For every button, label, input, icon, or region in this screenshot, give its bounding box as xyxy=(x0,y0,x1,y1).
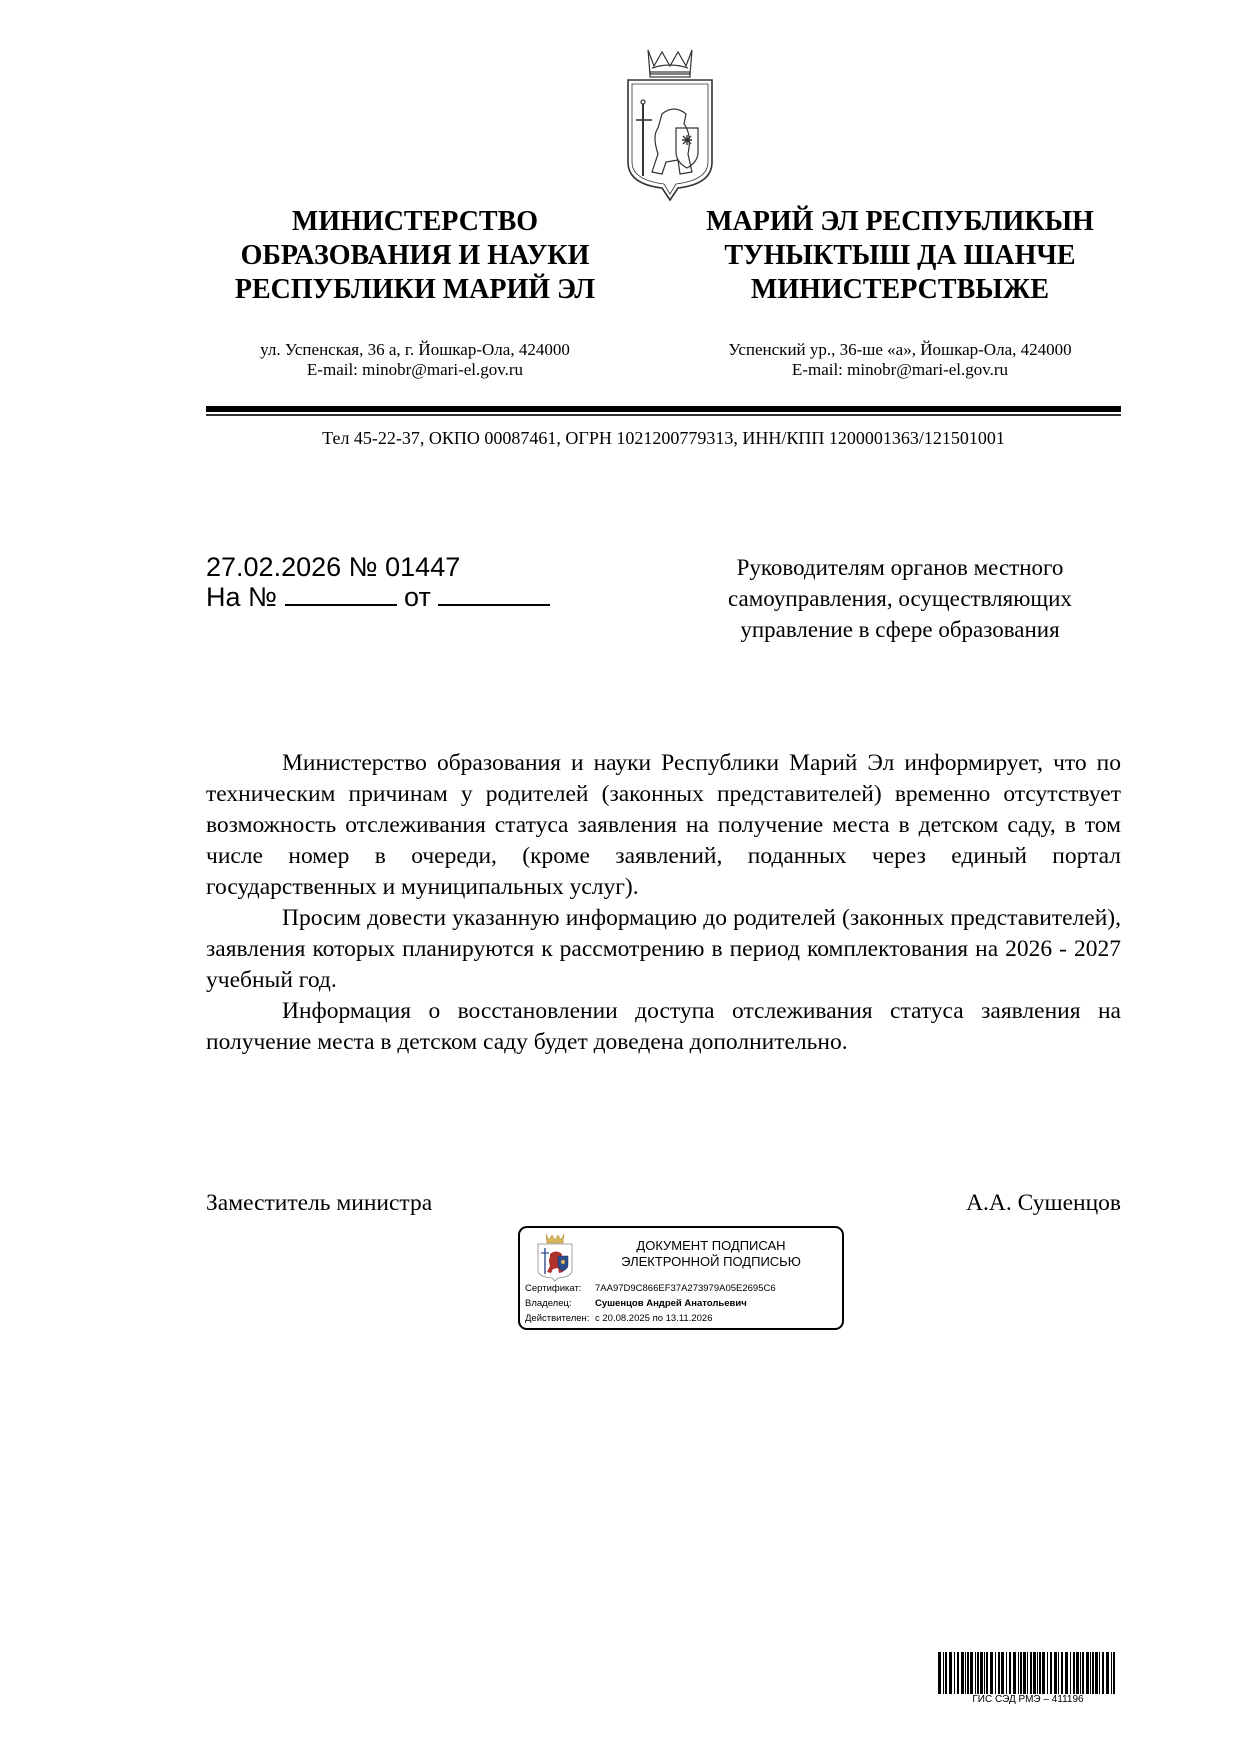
barcode-bar xyxy=(1073,1652,1075,1694)
barcode-bar xyxy=(1018,1652,1019,1694)
certificate-label: Сертификат: xyxy=(525,1283,582,1294)
barcode-bar xyxy=(1037,1652,1038,1694)
barcode-bar xyxy=(995,1652,996,1694)
barcode-bar xyxy=(1092,1652,1094,1694)
barcode-bar xyxy=(1013,1652,1016,1694)
body-paragraph: Министерство образования и науки Республики Марий Эл информирует, что по техническим причинам у родителей (законных представителей) временно отсутствует возможность отслеживания статуса заявления на получение места в детском саду, в том числе номер в очереди, (кроме заявлений, поданных через единый портал государственных и муниципальных услуг). xyxy=(206,750,1121,900)
org-name-ru-line: ОБРАЗОВАНИЯ И НАУКИ xyxy=(240,240,590,271)
barcode-bar xyxy=(1027,1652,1028,1694)
barcode-bar xyxy=(1106,1652,1109,1694)
signatory-position: Заместитель министра xyxy=(206,1190,433,1216)
barcode-bar xyxy=(1086,1652,1089,1694)
document-number: 01447 xyxy=(385,552,461,582)
header-divider-thick xyxy=(206,406,1121,412)
owner-label: Владелец: xyxy=(525,1298,572,1309)
barcode-bar xyxy=(1080,1652,1081,1694)
registration-block xyxy=(206,552,550,612)
stamp-coat-of-arms-icon xyxy=(534,1232,576,1282)
stamp-title-line: ЭЛЕКТРОННОЙ ПОДПИСЬЮ xyxy=(621,1254,801,1269)
body-paragraph: Просим довести указанную информацию до родителей (законных представителей), заявления которых планируются к рассмотрению в период комплектования на 2026 - 2027 учебный год. xyxy=(206,905,1121,993)
org-name-ru xyxy=(205,205,625,307)
barcode-bar xyxy=(957,1652,959,1694)
barcode-bar xyxy=(1050,1652,1052,1694)
barcode-bar xyxy=(1058,1652,1059,1694)
valid-label: Действителен: xyxy=(525,1313,590,1324)
barcode-bar xyxy=(949,1652,952,1694)
barcode-bar xyxy=(1023,1652,1026,1694)
address-mari-street: Успенский ур., 36-ше «а», Йошкар-Ола, 424000 xyxy=(728,340,1072,359)
in-reply-date-blank xyxy=(438,582,550,606)
barcode-bar xyxy=(970,1652,973,1694)
address-ru-street: ул. Успенская, 36 а, г. Йошкар-Ола, 424000 xyxy=(260,340,570,359)
valid-value: с 20.08.2025 по 13.11.2026 xyxy=(595,1313,713,1324)
barcode-bar xyxy=(1082,1652,1084,1694)
barcode-bar xyxy=(1009,1652,1011,1694)
coat-of-arms-icon xyxy=(622,44,718,204)
barcode-bar xyxy=(961,1652,964,1694)
stamp-certificate-row xyxy=(525,1283,776,1294)
addressee-line: управление в сфере образования xyxy=(740,617,1060,642)
signatory-name: А.А. Сушенцов xyxy=(966,1190,1121,1216)
barcode-icon xyxy=(938,1652,1118,1694)
barcode-bar xyxy=(1042,1652,1045,1694)
barcode-bar xyxy=(1111,1652,1112,1694)
addressee-line: Руководителям органов местного xyxy=(736,555,1064,580)
barcode-bar xyxy=(998,1652,1000,1694)
barcode-bar xyxy=(980,1652,983,1694)
barcode-bar xyxy=(1065,1652,1068,1694)
owner-value: Сушенцов Андрей Анатольевич xyxy=(595,1298,747,1309)
barcode-bar xyxy=(1054,1652,1057,1694)
certificate-value: 7AA97D9C866EF37A273979A05E2695C6 xyxy=(595,1283,776,1294)
in-reply-number-blank xyxy=(285,582,397,606)
barcode-bar xyxy=(954,1652,955,1694)
addressee-line: самоуправления, осуществляющих xyxy=(728,586,1072,611)
header-divider-thin xyxy=(206,414,1121,416)
barcode-bar xyxy=(984,1652,985,1694)
barcode-bar xyxy=(943,1652,944,1694)
e-signature-stamp xyxy=(518,1226,844,1330)
barcode-bar xyxy=(1001,1652,1004,1694)
address-mari xyxy=(680,340,1120,380)
barcode-bar xyxy=(1039,1652,1041,1694)
barcode-bar xyxy=(1006,1652,1007,1694)
stamp-title-line: ДОКУМЕНТ ПОДПИСАН xyxy=(636,1238,786,1253)
org-name-ru-line: МИНИСТЕРСТВО xyxy=(291,206,539,237)
reply-reference-line xyxy=(206,582,550,612)
barcode-bar xyxy=(1070,1652,1071,1694)
barcode-bar xyxy=(945,1652,947,1694)
in-reply-label: На № xyxy=(206,582,277,612)
org-name-mari-line: МИНИСТЕРСТВЫЖЕ xyxy=(750,274,1050,305)
barcode-bar xyxy=(938,1652,941,1694)
barcode-bar xyxy=(1113,1652,1115,1694)
stamp-owner-row xyxy=(525,1298,747,1309)
org-name-mari xyxy=(680,205,1120,307)
address-ru xyxy=(205,340,625,380)
barcode-bar xyxy=(967,1652,969,1694)
barcode-bar xyxy=(990,1652,993,1694)
barcode-label: ГИС СЭД РМЭ – 411196 xyxy=(972,1694,1084,1705)
document-date: 27.02.2026 xyxy=(206,552,342,582)
barcode-bar xyxy=(1099,1652,1100,1694)
barcode-bar xyxy=(1033,1652,1036,1694)
email-mari: E-mail: minobr@mari-el.gov.ru xyxy=(791,360,1009,379)
barcode-bar xyxy=(1076,1652,1079,1694)
stamp-heading xyxy=(586,1238,836,1270)
org-name-mari-line: ТУНЫКТЫШ ДА ШАНЧЕ xyxy=(724,240,1076,271)
from-label: от xyxy=(404,582,431,612)
barcode-bar xyxy=(975,1652,976,1694)
body-paragraph: Информация о восстановлении доступа отслеживания статуса заявления на получение места в детском саду будет доведена дополнительно. xyxy=(206,998,1121,1055)
barcode-bar xyxy=(1102,1652,1104,1694)
barcode-bar xyxy=(1090,1652,1091,1694)
org-name-mari-line: МАРИЙ ЭЛ РЕСПУБЛИКЫН xyxy=(706,206,1094,237)
barcode-bar xyxy=(965,1652,966,1694)
barcode-bar xyxy=(986,1652,988,1694)
barcode-bar xyxy=(1047,1652,1048,1694)
letter-body xyxy=(206,748,1121,1058)
barcode-bar xyxy=(1020,1652,1022,1694)
registration-line xyxy=(206,552,550,582)
email-ru: E-mail: minobr@mari-el.gov.ru xyxy=(306,360,524,379)
stamp-validity-row xyxy=(525,1313,712,1324)
org-requisites: Тел 45-22-37, ОКПО 00087461, ОГРН 1021200779313, ИНН/КПП 1200001363/121501001 xyxy=(322,428,1005,448)
number-sign: № xyxy=(348,552,378,582)
addressee xyxy=(680,552,1120,645)
barcode-bar xyxy=(977,1652,979,1694)
barcode-bar xyxy=(1061,1652,1063,1694)
org-name-ru-line: РЕСПУБЛИКИ МАРИЙ ЭЛ xyxy=(234,274,596,305)
barcode-bar xyxy=(1095,1652,1098,1694)
barcode-bar xyxy=(1030,1652,1032,1694)
